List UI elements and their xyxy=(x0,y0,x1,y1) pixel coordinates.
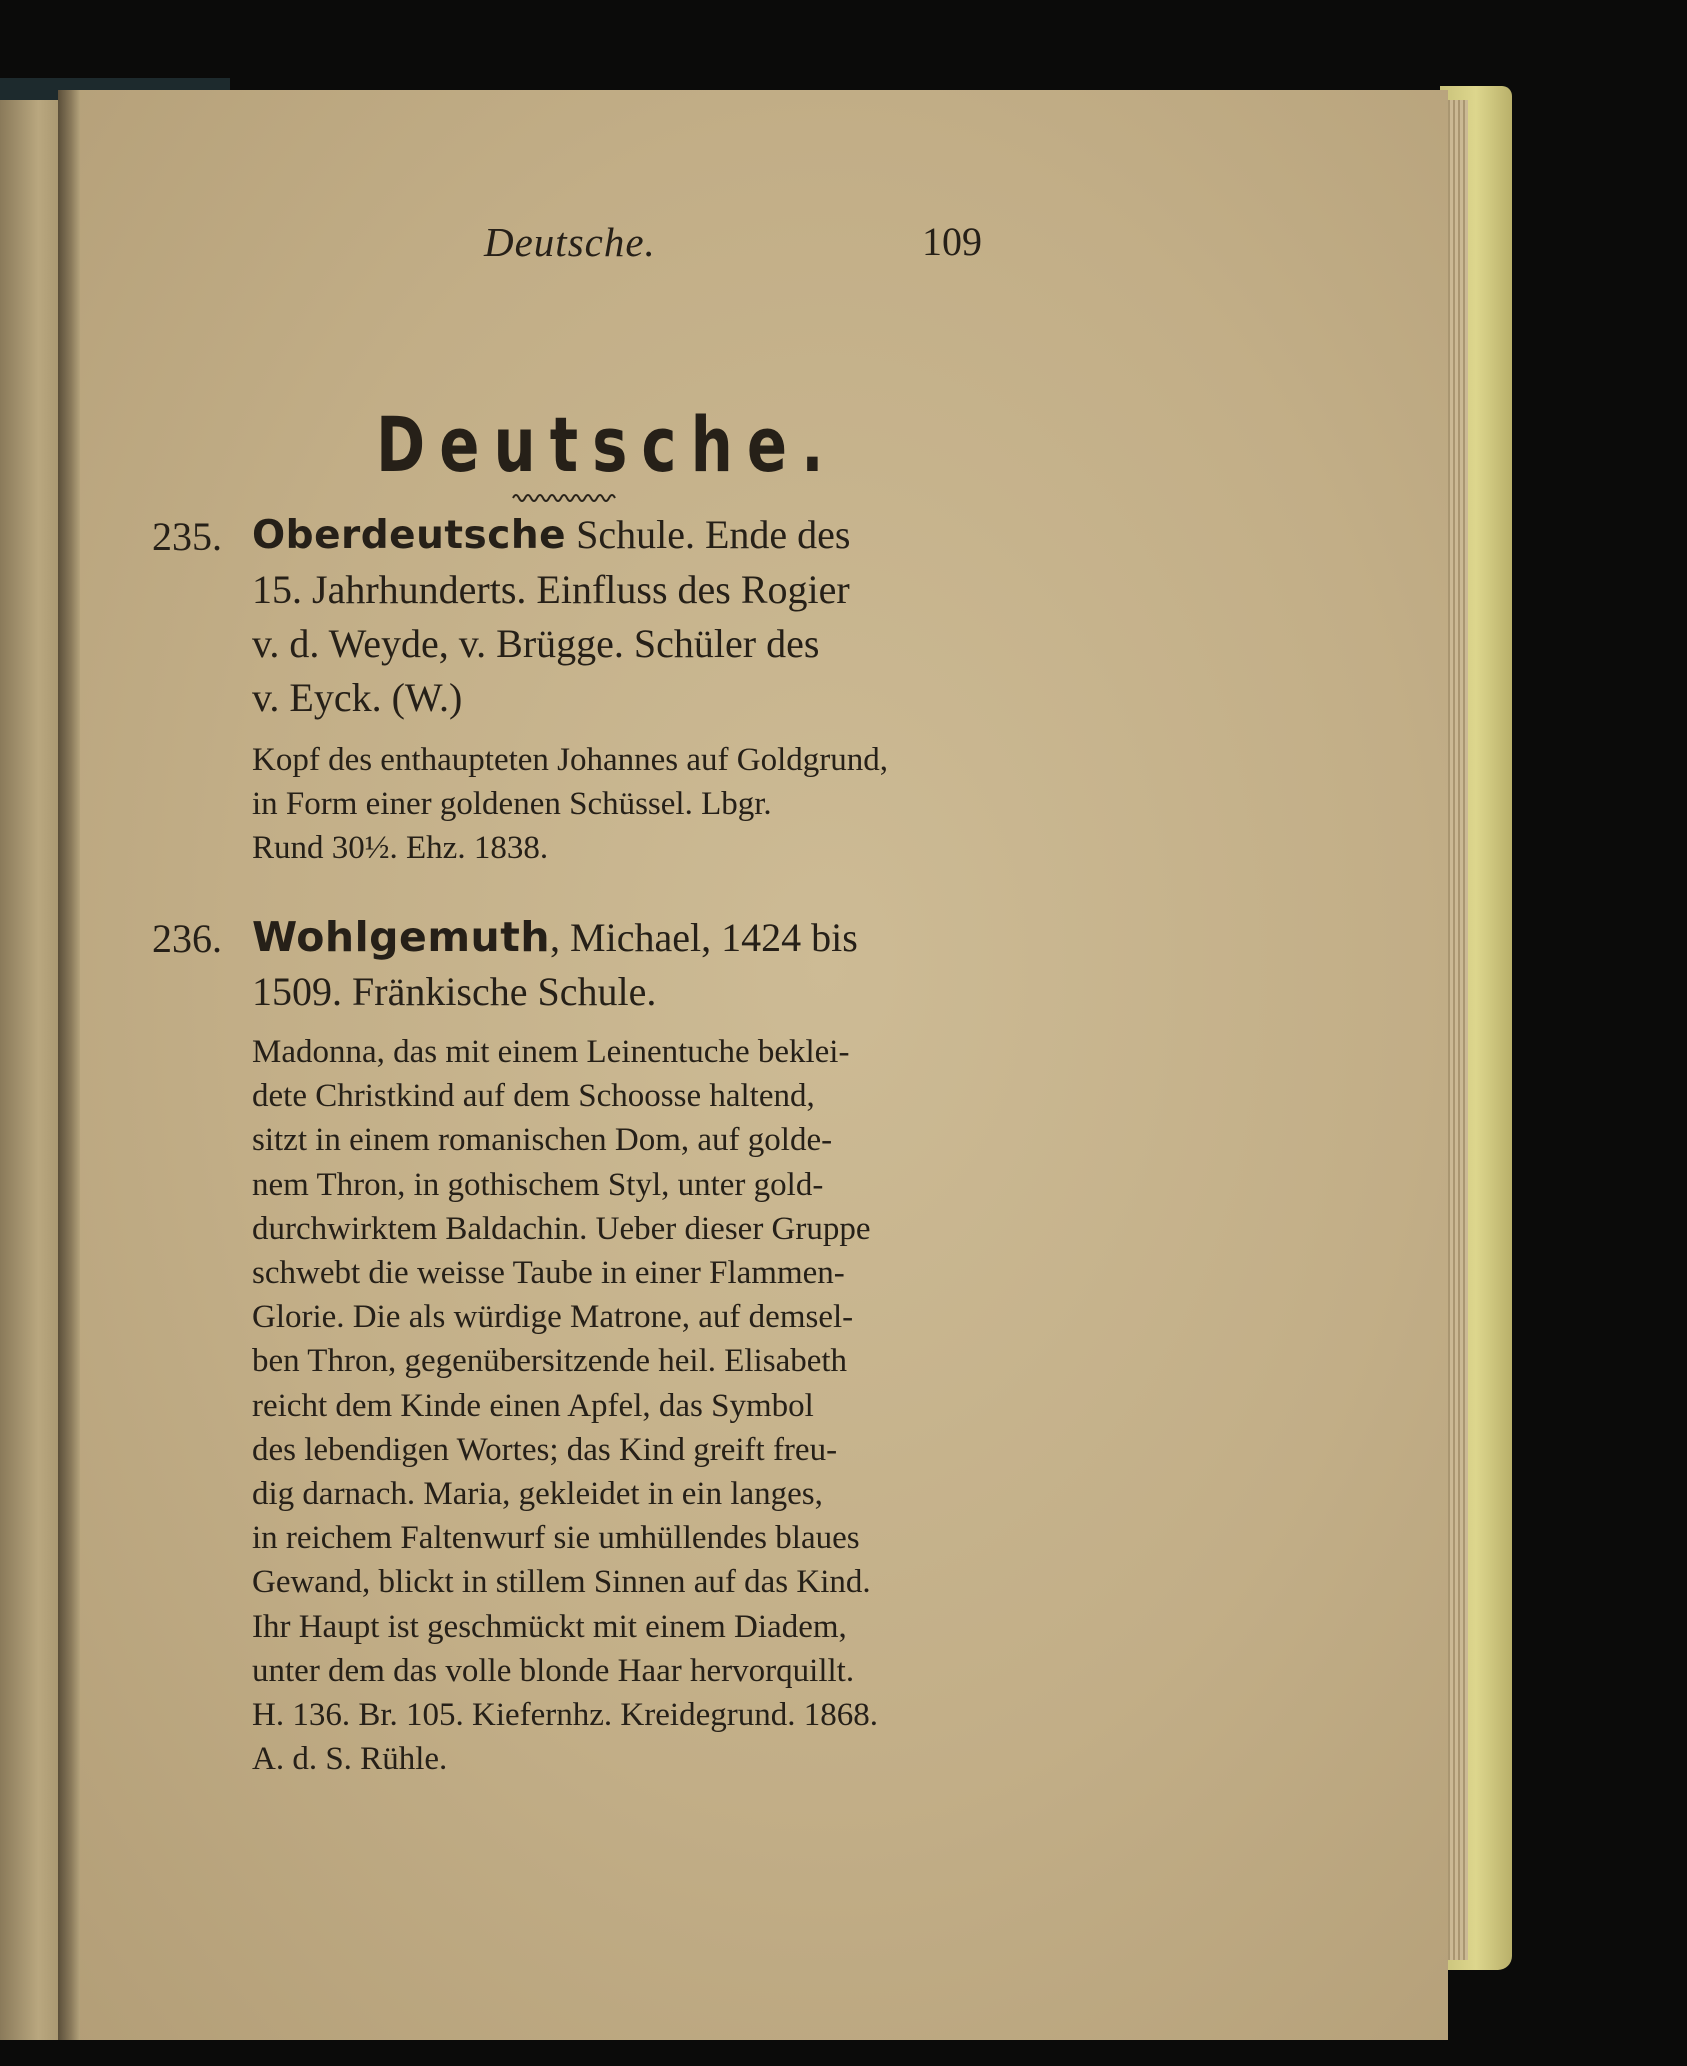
description-line: Madonna, das mit einem Leinentuche beklei- xyxy=(252,1034,850,1070)
description-line: des lebendigen Wortes; das Kind greift freu- xyxy=(252,1431,838,1468)
description-line: reicht dem Kinde einen Apfel, das Symbol xyxy=(252,1387,814,1424)
entry-header-line: Wohlgemuth, Michael, 1424 bis xyxy=(252,913,858,961)
entry-description xyxy=(252,738,1057,871)
entry-description xyxy=(252,1030,1057,1781)
description-line: durchwirktem Baldachin. Ueber dieser Gruppe xyxy=(252,1210,871,1247)
entry-number: 235. xyxy=(152,514,222,559)
page-gutter xyxy=(58,90,80,2040)
description-line: Rund 30½. Ehz. 1838. xyxy=(252,830,549,867)
entry-header-line: v. Eyck. (W.) xyxy=(252,675,463,720)
description-line: Kopf des enthaupteten Johannes auf Goldgrund, xyxy=(252,742,889,778)
book-page xyxy=(66,90,1448,2040)
artist-name: Wohlgemuth xyxy=(252,913,551,961)
section-heading: Deutsche. xyxy=(376,400,838,489)
description-line: in reichem Faltenwurf sie umhüllendes blaues xyxy=(252,1520,860,1557)
entry-header xyxy=(252,910,1057,1019)
description-line: ben Thron, gegenübersitzende heil. Elisabeth xyxy=(252,1343,848,1380)
description-line: sitzt in einem romanischen Dom, auf golde- xyxy=(252,1122,833,1159)
description-line: H. 136. Br. 105. Kiefernhz. Kreidegrund. 1868. xyxy=(252,1697,878,1734)
description-line: Ihr Haupt ist geschmückt mit einem Diadem, xyxy=(252,1608,847,1645)
description-line: unter dem das volle blonde Haar hervorquillt. xyxy=(252,1652,855,1689)
entry-header-line: 1509. Fränkische Schule. xyxy=(252,969,657,1014)
description-line: dig darnach. Maria, gekleidet in ein langes, xyxy=(252,1476,823,1513)
entry-header xyxy=(252,508,1057,725)
description-line: nem Thron, in gothischem Styl, unter gold- xyxy=(252,1166,824,1203)
description-line: dete Christkind auf dem Schoosse haltend, xyxy=(252,1078,815,1115)
entry-header-line: v. d. Weyde, v. Brügge. Schüler des xyxy=(252,621,820,666)
description-line: Glorie. Die als würdige Matrone, auf demsel- xyxy=(252,1299,854,1336)
description-line: in Form einer goldenen Schüssel. Lbgr. xyxy=(252,786,772,823)
description-line: A. d. S. Rühle. xyxy=(252,1741,448,1778)
entry-number: 236. xyxy=(152,916,222,961)
wavy-rule-ornament xyxy=(512,490,618,502)
artist-name: Oberdeutsche xyxy=(252,513,567,558)
page-number: 109 xyxy=(922,219,982,264)
description-line: schwebt die weisse Taube in einer Flammen- xyxy=(252,1255,845,1292)
entry-header-line: Oberdeutsche Schule. Ende des xyxy=(252,512,851,558)
running-head-title: Deutsche. xyxy=(484,219,656,265)
description-line: Gewand, blickt in stillem Sinnen auf das Kind. xyxy=(252,1564,871,1601)
entry-header-line: 15. Jahrhunderts. Einfluss des Rogier xyxy=(252,567,850,612)
